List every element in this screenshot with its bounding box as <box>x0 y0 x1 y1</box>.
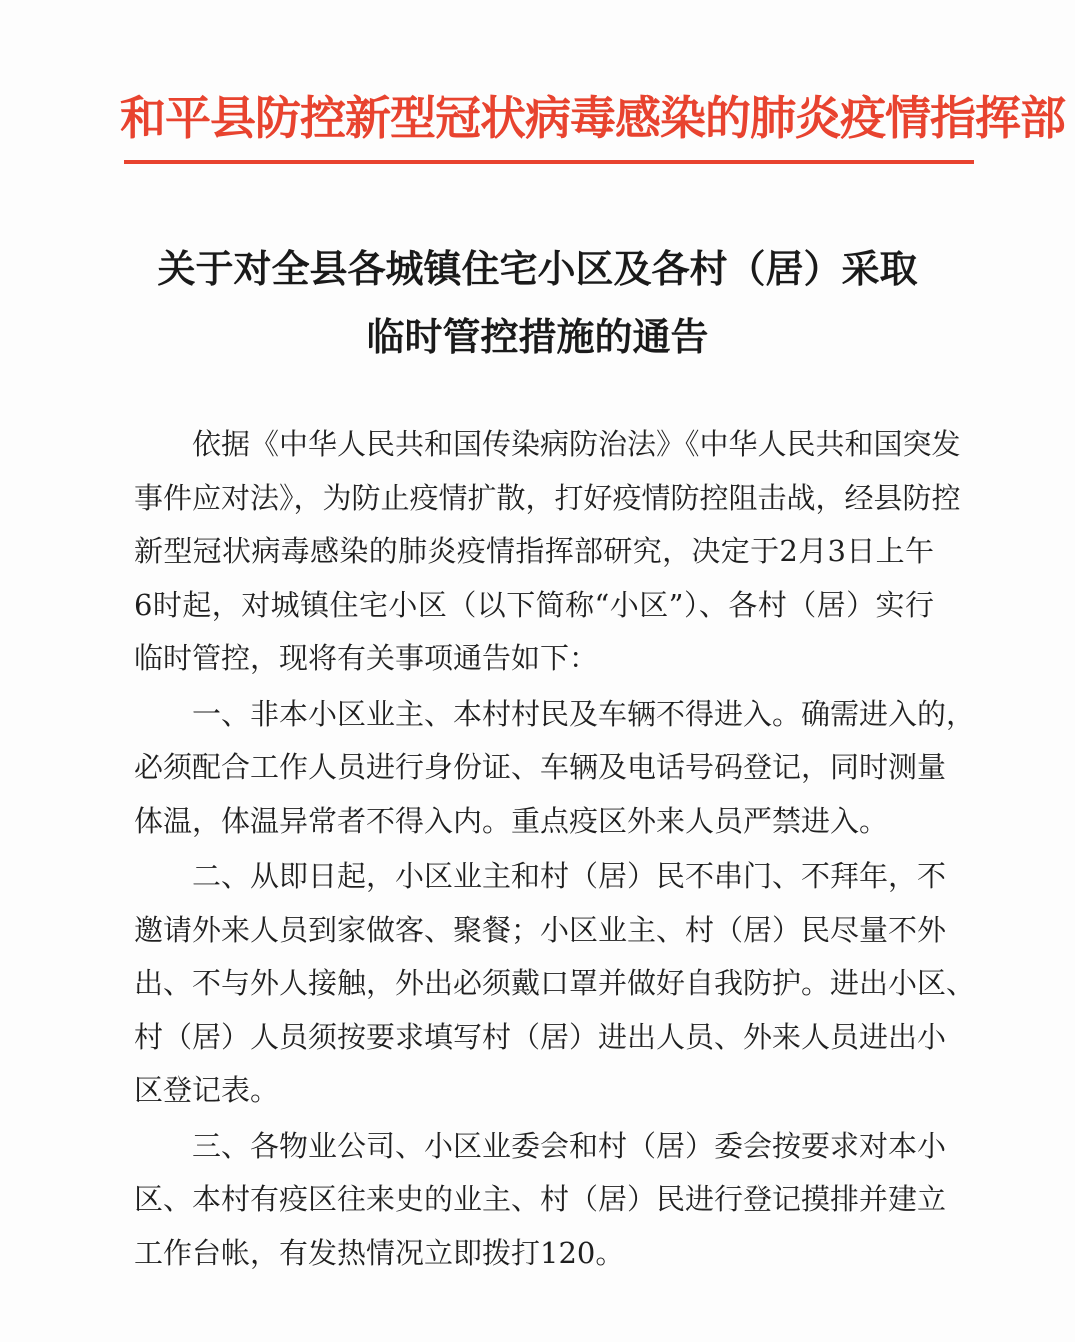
body-line: 依据《中华人民共和国传染病防治法》《中华人民共和国突发 <box>192 427 961 461</box>
paragraph-item-1 <box>134 688 976 849</box>
body-line: 三、各物业公司、小区业委会和村（居）委会按要求对本小 <box>192 1128 947 1163</box>
body-line: 二、从即日起，小区业主和村（居）民不串门、不拜年，不 <box>192 859 947 893</box>
body-line: 出、不与外人接触，外出必须戴口罩并做好自我防护。进出小区、 <box>134 966 976 1000</box>
body-line: 临时管控，现将有关事项通告如下： <box>134 641 599 675</box>
body-line: 村（居）人员须按要求填写村（居）进出人员、外来人员进出小 <box>134 1019 947 1054</box>
body-line: 区、本村有疫区往来史的业主、村（居）民进行登记摸排并建立 <box>134 1182 947 1216</box>
body-line: 工作台帐，有发热情况立即拨打120。 <box>134 1235 625 1270</box>
issuing-authority-header: 和平县防控新型冠状病毒感染的肺炎疫情指挥部 <box>120 91 1065 145</box>
paragraph-item-2 <box>134 850 976 1118</box>
body-line: 体温，体温异常者不得入内。重点疫区外来人员严禁进入。 <box>134 803 889 838</box>
body-line: 6时起，对城镇住宅小区（以下简称“小区”）、各村（居）实行 <box>134 587 934 622</box>
body-line: 区登记表。 <box>134 1073 280 1107</box>
document-body <box>134 418 976 1280</box>
body-line: 事件应对法》，为防止疫情扩散，打好疫情防控阻击战，经县防控 <box>134 480 961 515</box>
document-title-line-1: 关于对全县各城镇住宅小区及各村（居）采取 <box>157 247 918 291</box>
document-title-line-2: 临时管控措施的通告 <box>366 315 709 359</box>
body-line: 必须配合工作人员进行身份证、车辆及电话号码登记，同时测量 <box>134 750 947 784</box>
body-line: 邀请外来人员到家做客、聚餐；小区业主、村（居）民尽量不外 <box>134 912 947 947</box>
body-line: 一、非本小区业主、本村村民及车辆不得进入。确需进入的， <box>192 696 976 731</box>
paragraph-preamble <box>134 418 961 686</box>
paragraph-item-3 <box>134 1120 947 1281</box>
body-line: 新型冠状病毒感染的肺炎疫情指挥部研究，决定于2月3日上午 <box>134 534 934 568</box>
red-header-rule <box>124 160 974 164</box>
